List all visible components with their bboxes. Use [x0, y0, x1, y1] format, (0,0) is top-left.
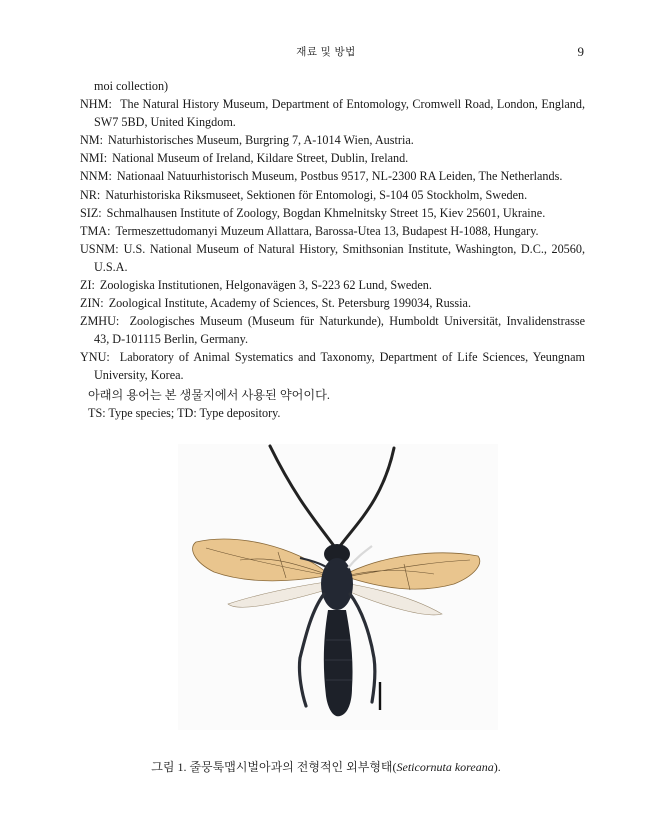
entry-abbr: NM: [80, 132, 104, 147]
entry-text: Zoologisches Museum (Museum für Naturkunde), Humboldt Universität, Invalidenstrasse 43, D-101115 Berlin, Germany. [94, 314, 585, 346]
entry-abbr: USNM: [80, 242, 119, 257]
list-item [80, 241, 585, 276]
caption-suffix: ). [493, 760, 501, 774]
entry-text: Naturhistoriska Riksmuseet, Sektionen för Entomologi, S-104 05 Stockholm, Sweden. [105, 187, 528, 202]
list-item [80, 205, 585, 223]
list-item [80, 132, 585, 150]
entry-abbr: NR: [80, 187, 101, 202]
page-number: 9 [577, 44, 584, 59]
entry-text: Laboratory of Animal Systematics and Taxonomy, Department of Life Sciences, Yeungnam University, Korea. [94, 350, 586, 382]
abbreviation-note [88, 387, 588, 422]
entry-abbr: NHM: [80, 97, 112, 112]
entry-abbr: SIZ: [80, 205, 102, 220]
list-item [80, 96, 585, 131]
caption-prefix: 그림 1. 줄뭉툭맵시벌아과의 전형적인 외부형태( [151, 760, 397, 774]
entry-text: The Natural History Museum, Department of Entomology, Cromwell Road, London, England, SW7 5BD, United Kingdom. [94, 97, 585, 129]
list-item [80, 168, 585, 186]
entry-abbr: YNU: [80, 350, 110, 365]
entry-abbr: ZI: [80, 277, 95, 292]
abbreviation-list [80, 78, 585, 385]
entry-text: U.S. National Museum of Natural History, Smithsonian Institute, Washington, D.C., 20560, U.S.A. [94, 242, 585, 274]
entry-text: Naturhistorisches Museum, Burgring 7, A-1014 Wien, Austria. [108, 132, 414, 147]
wasp-abdomen [324, 610, 353, 716]
entry-abbr: ZMHU: [80, 314, 120, 329]
list-item [80, 295, 585, 313]
entry-text: moi collection) [94, 79, 169, 93]
entry-text: Nationaal Natuurhistorisch Museum, Postbus 9517, NL-2300 RA Leiden, The Netherlands. [116, 169, 563, 184]
entry-text: Zoologiska Institutionen, Helgonavägen 3, S-223 62 Lund, Sweden. [99, 277, 432, 292]
list-item [80, 187, 585, 205]
list-item [80, 150, 585, 168]
figure-caption [0, 758, 652, 775]
entry-text: Schmalhausen Institute of Zoology, Bogdan Khmelnitsky Street 15, Kiev 25601, Ukraine. [106, 205, 546, 220]
list-item [80, 78, 585, 96]
entry-text: National Museum of Ireland, Kildare Street, Dublin, Ireland. [112, 151, 409, 166]
note-korean: 아래의 용어는 본 생물지에서 사용된 약어이다. [88, 388, 330, 402]
list-item [80, 223, 585, 241]
entry-abbr: ZIN: [80, 296, 104, 311]
entry-text: Zoological Institute, Academy of Sciences, St. Petersburg 199034, Russia. [108, 296, 472, 311]
entry-abbr: NMI: [80, 151, 108, 166]
caption-species: Seticornuta koreana [396, 760, 494, 774]
list-item [80, 349, 585, 384]
running-header: 재료 및 방법 [296, 47, 356, 58]
wasp-specimen-image [178, 444, 498, 730]
entry-abbr: TMA: [80, 223, 111, 238]
wasp-figure [178, 444, 498, 730]
entry-text: Termeszettudomanyi Muzeum Allattara, Barossa-Utea 13, Budapest H-1088, Hungary. [115, 223, 539, 238]
list-item [80, 313, 585, 348]
list-item [80, 277, 585, 295]
note-terms: TS: Type species; TD: Type depository. [88, 405, 281, 420]
entry-abbr: NNM: [80, 169, 112, 184]
